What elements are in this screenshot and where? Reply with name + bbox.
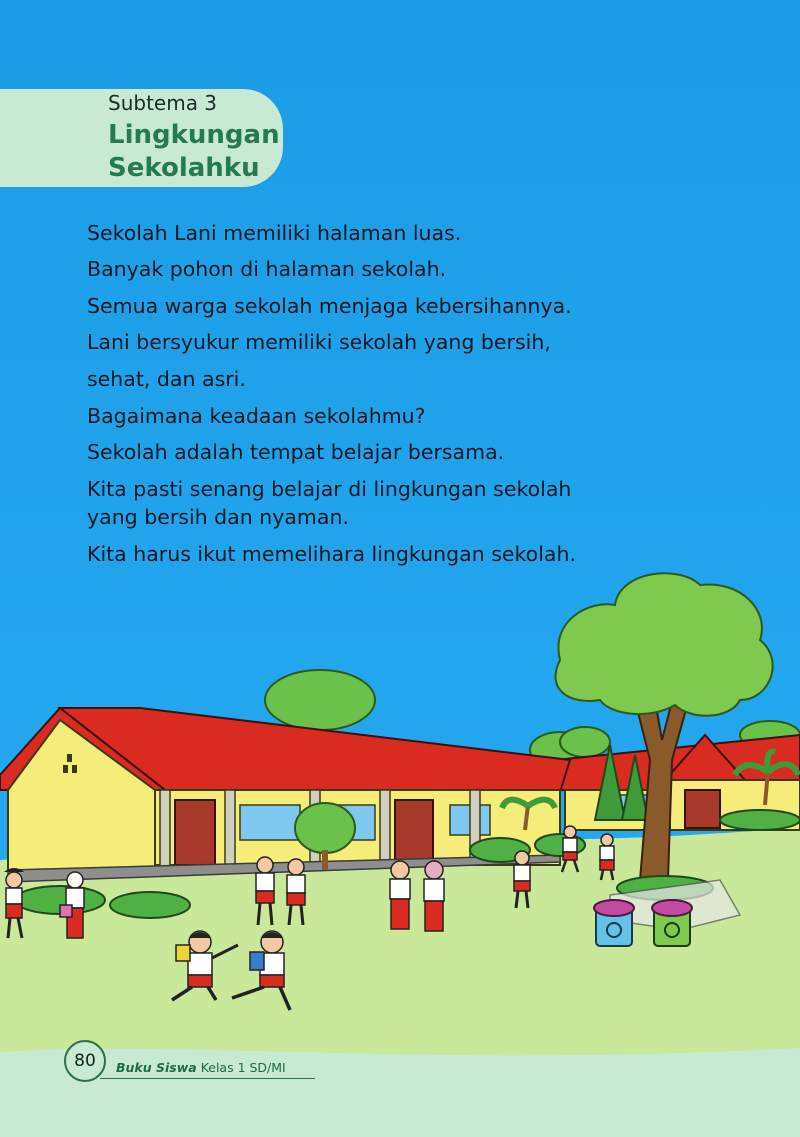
subtheme-number: Subtema 3 (108, 91, 218, 115)
subtheme-label (0, 89, 283, 187)
book-grade: Kelas 1 SD/MI (200, 1060, 286, 1075)
reading-line: Kita pasti senang belajar di lingkungan sekolah (87, 477, 572, 501)
book-title: Buku Siswa (116, 1060, 197, 1075)
reading-line: Sekolah adalah tempat belajar bersama. (87, 440, 505, 464)
reading-line: Sekolah Lani memiliki halaman luas. (87, 221, 462, 245)
reading-line: Lani bersyukur memiliki sekolah yang bersih, (87, 330, 551, 354)
footer-wave (0, 1040, 800, 1137)
footer-rule (100, 1078, 315, 1079)
student-icon (424, 861, 444, 931)
reading-line: yang bersih dan nyaman. (87, 505, 349, 529)
reading-line: sehat, dan asri. (87, 367, 246, 391)
student-icon (390, 861, 410, 929)
reading-line: Semua warga sekolah menjaga kebersihannya. (87, 294, 572, 318)
trash-bin-icon (652, 900, 692, 946)
page-number: 80 (64, 1040, 106, 1082)
reading-line: Kita harus ikut memelihara lingkungan sekolah. (87, 542, 576, 566)
subtheme-title: Lingkungan Sekolahku (108, 120, 280, 183)
reading-line: Bagaimana keadaan sekolahmu? (87, 404, 426, 428)
book-label (116, 1060, 286, 1075)
reading-line: Banyak pohon di halaman sekolah. (87, 257, 447, 281)
trash-bin-icon (594, 900, 634, 946)
